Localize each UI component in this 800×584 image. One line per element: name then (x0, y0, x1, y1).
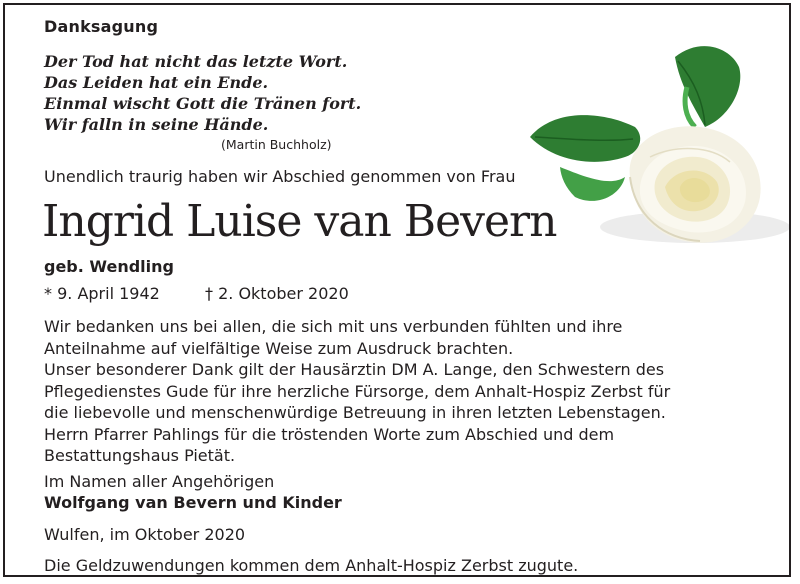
text-line: Anteilnahme auf vielfältige Weise zum Ausdruck brachten. (44, 338, 514, 358)
obituary-notice (3, 3, 791, 577)
poem-author: (Martin Buchholz) (221, 137, 332, 152)
on-behalf-text: Im Namen aller Angehörigen (44, 472, 275, 491)
place-date: Wulfen, im Oktober 2020 (44, 525, 246, 544)
poem-line: Wir falln in seine Hände. (44, 115, 269, 134)
text-line: Unser besonderer Dank gilt der Hausärztin DM A. Lange, den Schwestern des (44, 360, 665, 379)
death-date: † 2. Oktober 2020 (205, 284, 349, 303)
donation-note: Die Geldzuwendungen kommen dem Anhalt-Hospiz Zerbst zugute. (44, 556, 579, 575)
text-line: Bestattungshaus Pietät. (44, 446, 236, 465)
poem (44, 51, 361, 135)
heading: Danksagung (44, 17, 159, 36)
poem-line: Das Leiden hat ein Ende. (44, 73, 269, 92)
text-line: die liebevolle und menschenwürdige Betreuung in ihren letzten Lebenstagen. (44, 403, 666, 422)
birth-date: * 9. April 1942 (44, 284, 160, 303)
poem-line: Der Tod hat nicht das letzte Wort. (44, 52, 348, 71)
rose-leaf (560, 167, 625, 201)
white-rose-icon (525, 27, 791, 263)
text-line: Pflegedienstes Gude für ihre herzliche Fürsorge, dem Anhalt-Hospiz Zerbst für (44, 381, 671, 401)
text-line: Wir bedanken uns bei allen, die sich mit uns verbunden fühlten und ihre (44, 317, 623, 336)
thanks-text (44, 316, 670, 467)
poem-line: Einmal wischt Gott die Tränen fort. (44, 94, 362, 113)
maiden-name: geb. Wendling (44, 257, 174, 276)
text-line: Herrn Pfarrer Pahlings für die tröstenden Worte zum Abschied und dem (44, 424, 615, 444)
family-signature: Wolfgang van Bevern und Kinder (44, 493, 342, 512)
deceased-name: Ingrid Luise van Bevern (42, 196, 557, 247)
intro-text: Unendlich traurig haben wir Abschied genommen von Frau (44, 167, 516, 186)
rose-leaf (530, 115, 640, 162)
